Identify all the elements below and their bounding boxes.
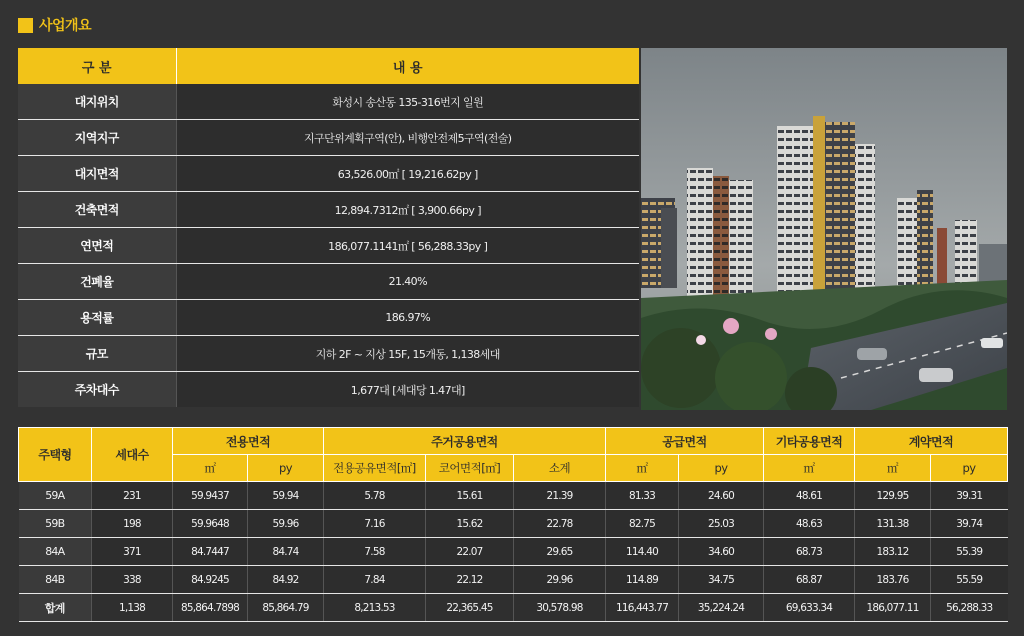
total-row — [19, 594, 1008, 622]
overview-value: 186,077.1141㎡ [ 56,288.33py ] — [176, 228, 639, 264]
overview-value: 화성시 송산동 135-316번지 일원 — [176, 84, 639, 120]
table-cell: 22,365.45 — [426, 594, 514, 622]
overview-value: 186.97% — [176, 300, 639, 336]
overview-value: 12,894.7312㎡ [ 3,900.66py ] — [176, 192, 639, 228]
table-cell: 129.95 — [855, 482, 931, 510]
overview-label: 연면적 — [18, 228, 176, 264]
subheader-cell: ㎡ — [173, 455, 248, 482]
area-header-row — [19, 428, 1008, 455]
row-type-cell: 84B — [19, 566, 92, 594]
table-cell: 84.9245 — [173, 566, 248, 594]
table-cell: 84.74 — [248, 538, 324, 566]
table-cell: 48.63 — [764, 510, 855, 538]
table-cell: 15.62 — [426, 510, 514, 538]
overview-table — [18, 48, 639, 407]
table-cell: 7.16 — [324, 510, 426, 538]
table-cell: 22.78 — [514, 510, 606, 538]
table-cell: 82.75 — [606, 510, 679, 538]
header-exclusive-area: 전용면적 — [173, 428, 324, 455]
table-cell: 68.87 — [764, 566, 855, 594]
row-type-cell: 59B — [19, 510, 92, 538]
table-cell: 22.12 — [426, 566, 514, 594]
table-cell: 84.7447 — [173, 538, 248, 566]
overview-label: 대지면적 — [18, 156, 176, 192]
table-cell: 338 — [92, 566, 173, 594]
row-type-cell: 59A — [19, 482, 92, 510]
table-cell: 15.61 — [426, 482, 514, 510]
overview-header-category: 구 분 — [18, 48, 176, 84]
overview-row — [18, 120, 639, 156]
subheader-cell: py — [931, 455, 1008, 482]
table-cell: 5.78 — [324, 482, 426, 510]
section-title — [18, 14, 91, 36]
table-cell: 114.89 — [606, 566, 679, 594]
table-cell: 116,443.77 — [606, 594, 679, 622]
table-cell: 22.07 — [426, 538, 514, 566]
overview-value: 1,677대 [세대당 1.47대] — [176, 372, 639, 408]
overview-row — [18, 336, 639, 372]
table-cell: 7.58 — [324, 538, 426, 566]
subheader-cell: py — [248, 455, 324, 482]
table-cell: 59.9648 — [173, 510, 248, 538]
header-contract-area: 계약면적 — [855, 428, 1008, 455]
overview-label: 용적률 — [18, 300, 176, 336]
header-residential-common-area: 주거공용면적 — [324, 428, 606, 455]
table-cell: 59.94 — [248, 482, 324, 510]
subheader-cell: ㎡ — [606, 455, 679, 482]
subheader-cell: 전용공유면적[㎡] — [324, 455, 426, 482]
subheader-cell: py — [679, 455, 764, 482]
overview-label: 주차대수 — [18, 372, 176, 408]
table-row — [19, 538, 1008, 566]
overview-label: 대지위치 — [18, 84, 176, 120]
overview-value: 21.40% — [176, 264, 639, 300]
table-cell: 48.61 — [764, 482, 855, 510]
table-cell: 39.31 — [931, 482, 1008, 510]
overview-row — [18, 300, 639, 336]
table-cell: 1,138 — [92, 594, 173, 622]
table-cell: 186,077.11 — [855, 594, 931, 622]
table-cell: 34.60 — [679, 538, 764, 566]
overview-label: 지역지구 — [18, 120, 176, 156]
table-cell: 183.76 — [855, 566, 931, 594]
table-cell: 35,224.24 — [679, 594, 764, 622]
overview-value: 지구단위계획구역(안), 비행안전제5구역(전술) — [176, 120, 639, 156]
overview-row — [18, 192, 639, 228]
table-cell: 231 — [92, 482, 173, 510]
overview-value: 지하 2F ~ 지상 15F, 15개동, 1,138세대 — [176, 336, 639, 372]
table-cell: 30,578.98 — [514, 594, 606, 622]
overview-row — [18, 156, 639, 192]
area-table — [18, 427, 1008, 622]
section-title-text: 사업개요 — [39, 18, 92, 34]
table-cell: 131.38 — [855, 510, 931, 538]
table-cell: 55.39 — [931, 538, 1008, 566]
table-cell: 183.12 — [855, 538, 931, 566]
table-cell: 198 — [92, 510, 173, 538]
table-cell: 84.92 — [248, 566, 324, 594]
area-table-body — [19, 482, 1008, 622]
table-row — [19, 510, 1008, 538]
overview-header-content: 내 용 — [176, 48, 639, 84]
table-cell: 85,864.79 — [248, 594, 324, 622]
subheader-cell: ㎡ — [855, 455, 931, 482]
table-cell: 29.96 — [514, 566, 606, 594]
overview-label: 건폐율 — [18, 264, 176, 300]
table-cell: 34.75 — [679, 566, 764, 594]
overview-value: 63,526.00㎡ [ 19,216.62py ] — [176, 156, 639, 192]
table-cell: 8,213.53 — [324, 594, 426, 622]
table-cell: 68.73 — [764, 538, 855, 566]
table-cell: 59.9437 — [173, 482, 248, 510]
table-cell: 81.33 — [606, 482, 679, 510]
overview-row — [18, 372, 639, 408]
table-cell: 56,288.33 — [931, 594, 1008, 622]
table-cell: 21.39 — [514, 482, 606, 510]
header-supply-area: 공급면적 — [606, 428, 764, 455]
apartment-rendering-image — [641, 48, 1007, 410]
overview-row — [18, 264, 639, 300]
table-cell: 39.74 — [931, 510, 1008, 538]
table-cell: 55.59 — [931, 566, 1008, 594]
table-row — [19, 566, 1008, 594]
subheader-cell: 소계 — [514, 455, 606, 482]
header-type: 주택형 — [19, 428, 92, 482]
table-cell: 69,633.34 — [764, 594, 855, 622]
overview-label: 건축면적 — [18, 192, 176, 228]
title-marker-icon — [18, 18, 33, 33]
row-type-cell: 합계 — [19, 594, 92, 622]
table-cell: 24.60 — [679, 482, 764, 510]
table-cell: 59.96 — [248, 510, 324, 538]
overview-label: 규모 — [18, 336, 176, 372]
table-cell: 7.84 — [324, 566, 426, 594]
overview-header-row — [18, 48, 639, 84]
row-type-cell: 84A — [19, 538, 92, 566]
table-cell: 85,864.7898 — [173, 594, 248, 622]
table-cell: 29.65 — [514, 538, 606, 566]
table-cell: 371 — [92, 538, 173, 566]
table-cell: 25.03 — [679, 510, 764, 538]
subheader-cell: ㎡ — [764, 455, 855, 482]
header-households: 세대수 — [92, 428, 173, 482]
table-row — [19, 482, 1008, 510]
header-other-common-area: 기타공용면적 — [764, 428, 855, 455]
overview-row — [18, 84, 639, 120]
table-cell: 114.40 — [606, 538, 679, 566]
subheader-cell: 코어면적[㎡] — [426, 455, 514, 482]
overview-row — [18, 228, 639, 264]
apartment-rendering-illustration — [641, 48, 1007, 410]
